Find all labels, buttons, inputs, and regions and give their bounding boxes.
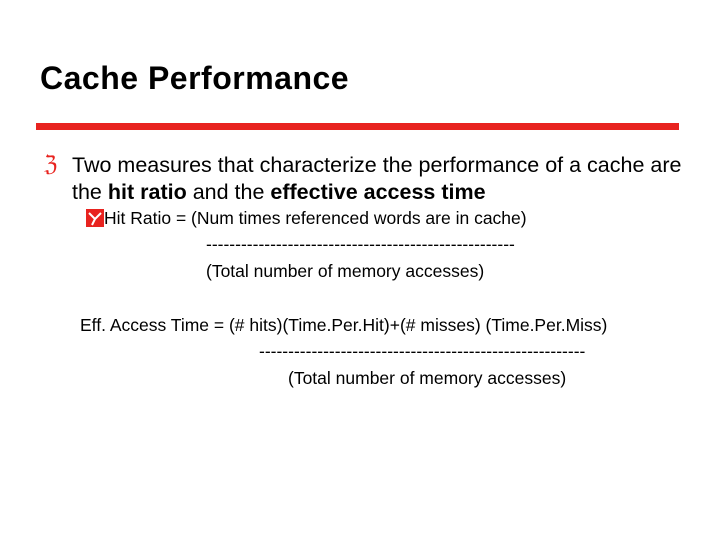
hit-ratio-divider: ----------------------------------------------------- xyxy=(206,234,515,254)
bullet-text-mid: and the xyxy=(186,180,271,204)
term-hit-ratio: hit ratio xyxy=(107,180,187,204)
hit-ratio-denominator: (Total number of memory accesses) xyxy=(206,261,485,281)
eff-access-denominator: (Total number of memory accesses) xyxy=(288,368,567,388)
bullet-text xyxy=(72,152,692,206)
title-underline xyxy=(36,123,679,130)
eff-access-divider: -------------------------------------------------------- xyxy=(259,341,586,361)
eff-access-formula: Eff. Access Time = (# hits)(Time.Per.Hit)+(# misses) (Time.Per.Miss) xyxy=(80,315,608,335)
slide-title: Cache Performance xyxy=(40,60,350,96)
z-bullet-icon: ℨ xyxy=(44,152,58,176)
y-bullet-icon xyxy=(86,209,104,227)
hit-ratio-formula: Hit Ratio = (Num times referenced words are in cache) xyxy=(104,208,527,228)
bullet-text-prefix: Two measures that characterize the performance of a cache are the xyxy=(72,153,682,204)
term-effective-access-time: effective access time xyxy=(270,180,486,204)
